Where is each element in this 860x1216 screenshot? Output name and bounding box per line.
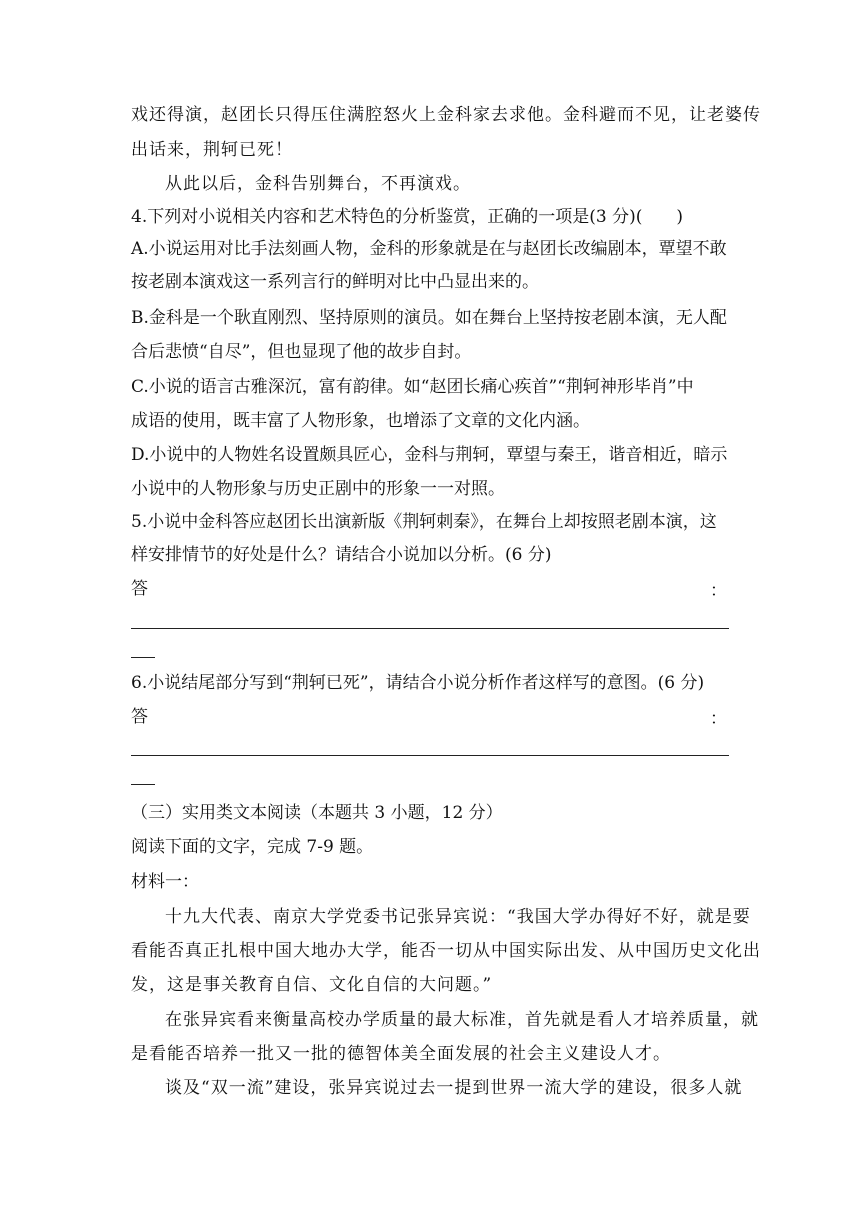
- story-text-line: 出话来，荆轲已死！: [131, 140, 293, 160]
- option-c-cont: 成语的使用，既丰富了人物形象，也增添了文章的文化内涵。: [131, 411, 590, 431]
- option-a: A.小说运用对比手法刻画人物，金科的形象就是在与赵团长改编剧本，覃望不敢: [131, 239, 727, 259]
- answer-line[interactable]: [131, 628, 729, 629]
- answer-line-end: [131, 657, 155, 658]
- material-paragraph-line: 是看能否培养一批又一批的德智体美全面发展的社会主义建设人才。: [131, 1044, 671, 1064]
- section-heading: （三）实用类文本阅读（本题共 3 小题，12 分）: [131, 803, 503, 823]
- material-paragraph-line: 十九大代表、南京大学党委书记张异宾说：“我国大学办得好不好，就是要: [165, 907, 751, 927]
- option-a-cont: 按老剧本演戏这一系列言行的鲜明对比中凸显出来的。: [131, 272, 539, 292]
- question-4-stem: 4.下列对小说相关内容和艺术特色的分析鉴赏，正确的一项是(3 分)( ): [131, 207, 683, 227]
- question-5-stem-cont: 样安排情节的好处是什么？请结合小说加以分析。(6 分): [131, 545, 552, 565]
- story-text-line: 从此以后，金科告别舞台，不再演戏。: [165, 174, 471, 194]
- option-d: D.小说中的人物姓名设置颇具匠心，金科与荆轲，覃望与秦王，谐音相近，暗示: [131, 445, 728, 465]
- option-b: B.金科是一个耿直刚烈、坚持原则的演员。如在舞台上坚持按老剧本演，无人配: [131, 308, 727, 328]
- question-6-stem: 6.小说结尾部分写到“荆轲已死”，请结合小说分析作者这样写的意图。(6 分): [131, 673, 705, 693]
- option-d-cont: 小说中的人物形象与历史正剧中的形象一一对照。: [131, 479, 505, 499]
- answer-colon: ：: [710, 709, 727, 729]
- answer-label: 答: [131, 579, 148, 599]
- option-b-cont: 合后悲愤“自尽”，但也显现了他的故步自封。: [131, 342, 472, 362]
- answer-label: 答: [131, 707, 148, 727]
- option-c: C.小说的语言古雅深沉，富有韵律。如“赵团长痛心疾首”“荆轲神形毕肖”中: [131, 377, 694, 397]
- material-label: 材料一：: [131, 872, 199, 892]
- answer-line[interactable]: [131, 755, 729, 756]
- story-text-line: 戏还得演，赵团长只得压住满腔怒火上金科家去求他。金科避而不见，让老婆传: [131, 105, 761, 125]
- material-paragraph-line: 在张异宾看来衡量高校办学质量的最大标准，首先就是看人才培养质量，就: [165, 1010, 759, 1030]
- material-paragraph-line: 谈及“双一流”建设，张异宾说过去一提到世界一流大学的建设，很多人就: [165, 1078, 743, 1098]
- material-paragraph-line: 看能否真正扎根中国大地办大学，能否一切从中国实际出发、从中国历史文化出: [131, 941, 761, 961]
- question-5-stem: 5.小说中金科答应赵团长出演新版《荆轲刺秦》，在舞台上却按照老剧本演，这: [131, 512, 717, 532]
- answer-line-end: [131, 784, 155, 785]
- answer-colon: ：: [710, 581, 727, 601]
- material-paragraph-line: 发，这是事关教育自信、文化自信的大问题。”: [131, 975, 493, 995]
- section-instruction: 阅读下面的文字，完成 7-9 题。: [131, 837, 374, 857]
